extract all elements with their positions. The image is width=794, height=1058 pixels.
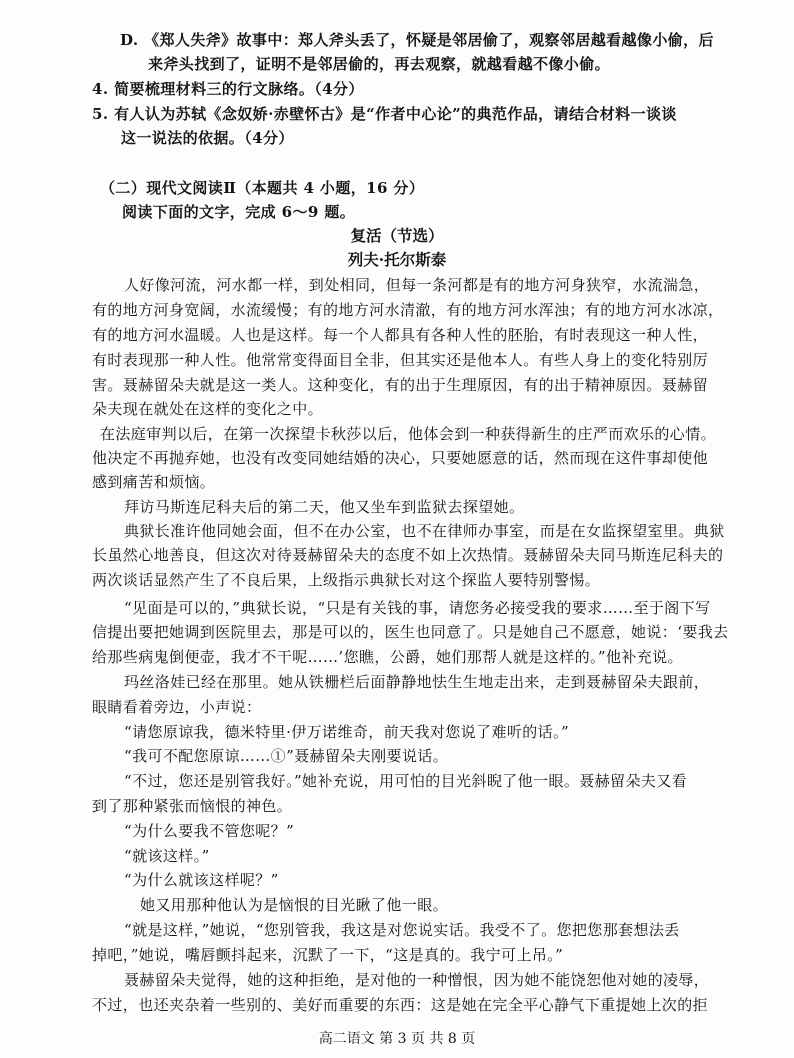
question-3-option-d-line-1: D. 《郑人失斧》故事中：郑人斧头丢了，怀疑是邻居偷了，观察邻居越看越像小偷，后 xyxy=(120,31,714,49)
article-line: 给那些病鬼倒便壶，我才不干呢……’您瞧，公爵，她们那帮人就是这样的。”他补充说。 xyxy=(92,648,683,666)
article-line: 眼睛看着旁边，小声说： xyxy=(92,698,262,716)
article-line: 有的地方河身宽阔，水流缓慢；有的地方河水清澈，有的地方河水浑浊；有的地方河水冰凉， xyxy=(92,301,724,319)
article-line: 他决定不再抛弃她，也没有改变同她结婚的决心，只要她愿意的话，然而现在这件事却使他 xyxy=(92,449,709,467)
article-line: 到了那种紧张而恼恨的神色。 xyxy=(92,797,293,815)
article-line: 玛丝洛娃已经在那里。她从铁栅栏后面静静地怯生生地走出来，走到聂赫留朵夫跟前， xyxy=(124,673,710,691)
article-line: 有时表现那一种人性。他常常变得面目全非，但其实还是他本人。有些人身上的变化特别厉 xyxy=(92,351,709,369)
article-line: 长虽然心地善良，但这次对待聂赫留朵夫的态度不如上次热情。聂赫留朵夫同马斯连尼科夫的 xyxy=(92,546,724,564)
article-author: 列夫·托尔斯泰 xyxy=(347,250,447,269)
article-line: 有的地方河水温暖。人也是这样。每一个人都具有各种人性的胚胎，有时表现这一种人性， xyxy=(92,326,709,344)
article-line: “就该这样。” xyxy=(124,847,210,865)
article-line: 不过，也还夹杂着一些别的、美好而重要的东西：这是她在完全平心静气下重提她上次的拒 xyxy=(92,996,709,1014)
article-line: “我可不配您原谅……①”聂赫留朵夫刚要说话。 xyxy=(124,747,449,765)
article-line: 两次谈话显然产生了不良后果，上级指示典狱长对这个探监人要特别警惕。 xyxy=(92,571,601,589)
article-line: 在法庭审判以后，在第一次探望卡秋莎以后，他体会到一种获得新生的庄严而欢乐的心情。 xyxy=(100,425,717,443)
article-line: 朵夫现在就处在这样的变化之中。 xyxy=(92,400,324,418)
article-line: 掉吧，”她说，嘴唇颤抖起来，沉默了一下，“这是真的。我宁可上吊。” xyxy=(92,946,564,964)
question-5-line-2: 这一说法的依据。（4分） xyxy=(121,129,294,147)
question-3-option-d-line-2: 来斧头找到了，证明不是邻居偷的，再去观察，就越看越不像小偷。 xyxy=(148,55,611,73)
page-footer: 高二语文 第 3 页 共 8 页 xyxy=(318,1031,476,1047)
article-line: 信提出要把她调到医院里去，那是可以的，医生也同意了。只是她自己不愿意，她说：‘要我去 xyxy=(92,623,729,641)
article-line: “为什么要我不管您呢？” xyxy=(124,822,295,840)
section-heading: （二）现代文阅读Ⅱ（本题共 4 小题，16 分） xyxy=(100,179,425,197)
article-line: “请您原谅我，德米特里·伊万诺维奇，前天我对您说了难听的话。” xyxy=(124,723,570,741)
article-line: 拜访马斯连尼科夫后的第二天，他又坐车到监狱去探望她。 xyxy=(124,498,525,516)
article-line: 聂赫留朵夫觉得，她的这种拒绝，是对他的一种憎恨，因为她不能饶恕他对她的凌辱， xyxy=(124,971,710,989)
article-title: 复活（节选） xyxy=(350,226,444,245)
article-line: 感到痛苦和烦恼。 xyxy=(92,473,216,491)
article-line: “不过，您还是别管我好。”她补充说，用可怕的目光斜睨了他一眼。聂赫留朵夫又看 xyxy=(124,772,688,790)
article-line: 人好像河流，河水都一样，到处相同，但每一条河都是有的地方河身狭窄，水流湍急， xyxy=(124,276,710,294)
question-5-line-1: 5. 有人认为苏轼《念奴娇·赤壁怀古》是“作者中心论”的典范作品，请结合材料一谈谈 xyxy=(92,105,677,123)
article-line: 她又用那种他认为是恼恨的目光瞅了他一眼。 xyxy=(140,896,449,914)
article-line: “就是这样，”她说，“您别管我，我这是对您说实话。我受不了。您把您那套想法丢 xyxy=(124,921,680,939)
article-line: 典狱长准许他同她会面，但不在办公室，也不在律师办事室，而是在女监探望室里。典狱 xyxy=(124,522,725,540)
article-line: “见面是可以的，”典狱长说，“只是有关钱的事，请您务必接受我的要求……至于阁下写 xyxy=(124,599,711,617)
article-line: 害。聂赫留朵夫就是这一类人。这种变化，有的出于生理原因，有的出于精神原因。聂赫留 xyxy=(92,376,709,394)
question-4: 4. 简要梳理材料三的行文脉络。（4分） xyxy=(92,80,364,98)
section-instruction: 阅读下面的文字，完成 6～9 题。 xyxy=(122,203,356,221)
article-line: “为什么就该这样呢？” xyxy=(124,871,279,889)
